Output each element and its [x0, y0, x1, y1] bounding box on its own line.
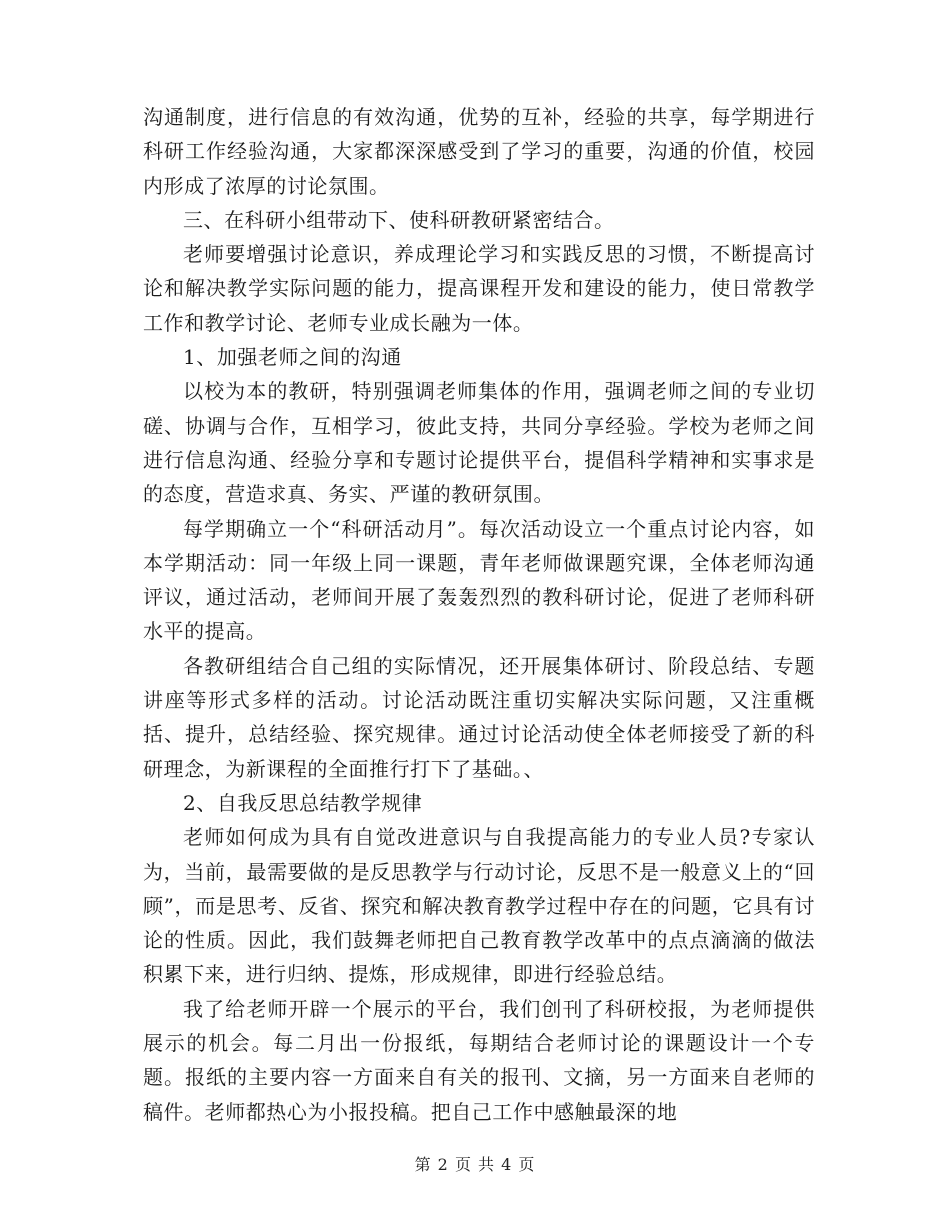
paragraph-continuation: 沟通制度，进行信息的有效沟通，优势的互补，经验的共享，每学期进行科研工作经验沟通，大家都深深感受到了学习的重要，沟通的价值，校园内形成了浓厚的讨论氛围。: [143, 105, 815, 198]
section-heading-3: 三、在科研小组带动下、使科研教研紧密结合。: [183, 207, 615, 232]
document-body: [143, 100, 815, 1129]
paragraph: 以校为本的教研，特别强调老师集体的作用，强调老师之间的专业切磋、协调与合作，互相学习，彼此支持，共同分享经验。学校为老师之间进行信息沟通、经验分享和专题讨论提供平台，提倡科学精神和实事求是的态度，营造求真、务实、严谨的教研氛围。: [143, 379, 815, 507]
subsection-heading-2: 2、自我反思总结教学规律: [183, 790, 423, 815]
paragraph: 老师如何成为具有自觉改进意识与自我提高能力的专业人员?专家认为，当前，最需要做的是反思教学与行动讨论，反思不是一般意义上的“回顾”，而是思考、反省、探究和解决教育教学过程中存在的问题，它具有讨论的性质。因此，我们鼓舞老师把自己教育教学改革中的点点滴滴的做法积累下来，进行归纳、提炼，形成规律，即进行经验总结。: [143, 825, 815, 987]
paragraph: 老师要增强讨论意识，养成理论学习和实践反思的习惯，不断提高讨论和解决教学实际问题的能力，提高课程开发和建设的能力，使日常教学工作和教学讨论、老师专业成长融为一体。: [143, 242, 815, 335]
page-number: 第 2 页 共 4 页: [414, 1155, 536, 1174]
paragraph: 每学期确立一个“科研活动月”。每次活动设立一个重点讨论内容，如本学期活动：同一年级上同一课题，青年老师做课题究课，全体老师沟通评议，通过活动，老师间开展了轰轰烈烈的教科研讨论，促进了老师科研水平的提高。: [143, 516, 815, 644]
subsection-heading-1: 1、加强老师之间的沟通: [183, 345, 402, 370]
paragraph: 各教研组结合自己组的实际情况，还开展集体研讨、阶段总结、专题讲座等形式多样的活动。讨论活动既注重切实解决实际问题，又注重概括、提升，总结经验、探究规律。通过讨论活动使全体老师接受了新的科研理念，为新课程的全面推行打下了基础。、: [143, 653, 815, 781]
paragraph: 我了给老师开辟一个展示的平台，我们创刊了科研校报，为老师提供展示的机会。每二月出一份报纸，每期结合老师讨论的课题设计一个专题。报纸的主要内容一方面来自有关的报刊、文摘，另一方面来自老师的稿件。老师都热心为小报投稿。把自己工作中感触最深的地: [143, 996, 815, 1124]
